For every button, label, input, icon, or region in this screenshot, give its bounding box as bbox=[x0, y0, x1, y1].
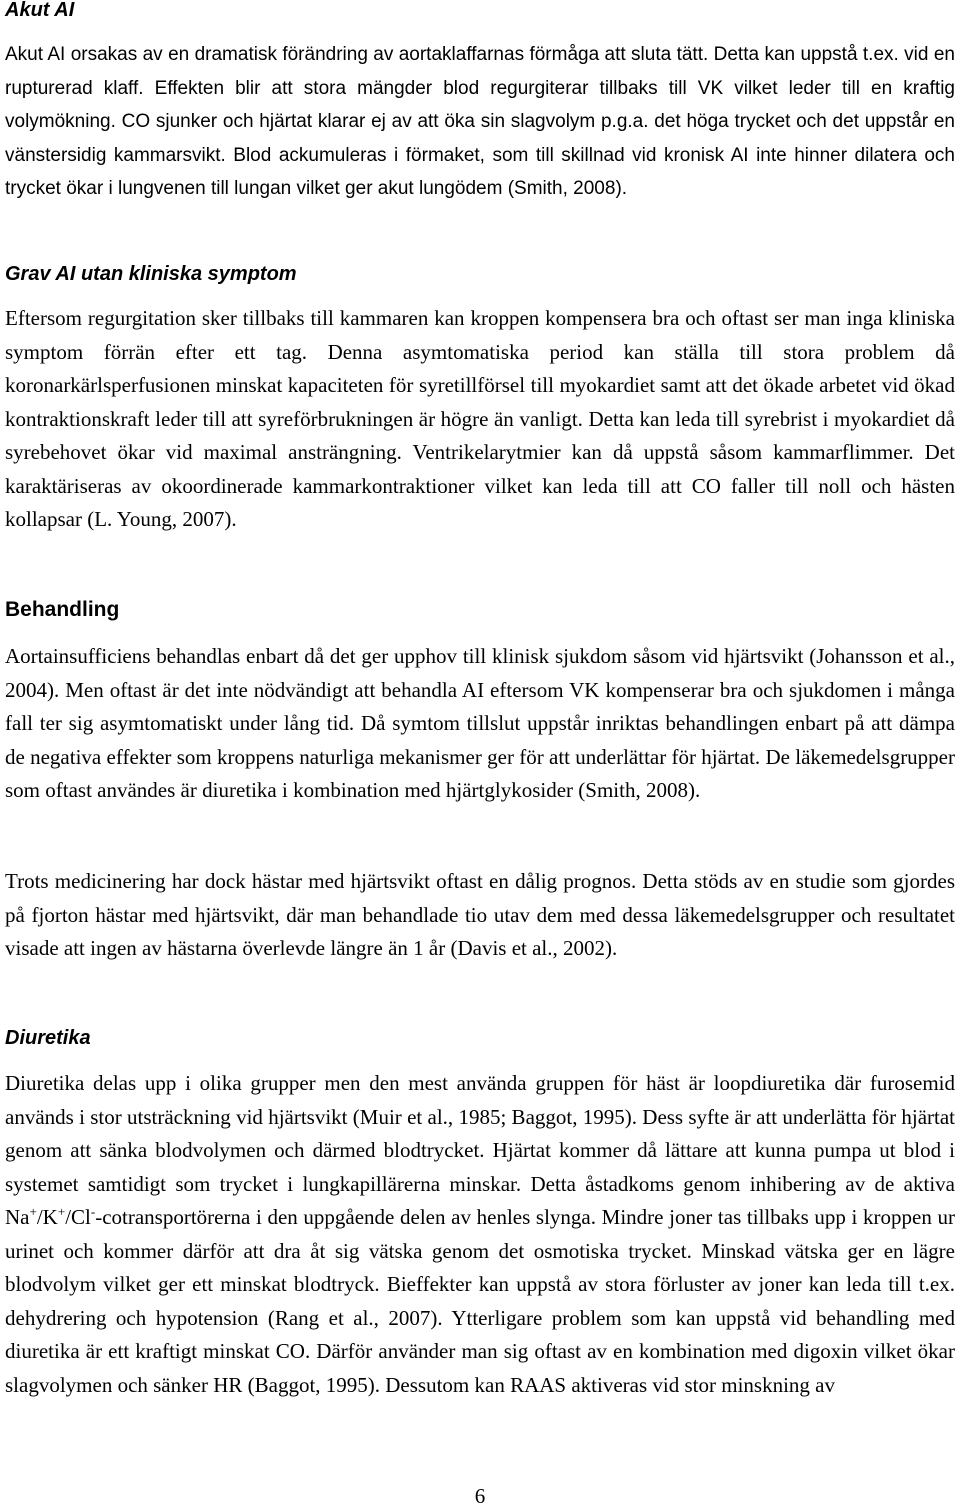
potassium-charge: + bbox=[57, 1204, 66, 1219]
paragraph-grav-ai: Eftersom regurgitation sker tillbaks till kammaren kan kroppen kompensera bra och oftast ser man inga kliniska symptom förrän efter ett tag. Denna asymtomatiska period kan ställa till stora problem då koronarkärlsperfusionen minskat kapaciteten för syretillförsel till myokardiet samt att det ökade arbetet vid ökad kontraktionskraft leder till att syreförbrukningen är högre än vanligt. Detta kan leda till syrebrist i myokardiet då syrebehovet ökar vid maximal ansträngning. Ventrikelarytmier kan då uppstå såsom kammarflimmer. Det karaktäriseras av okoordinerade kammarkontraktioner vilket kan leda till att CO faller till noll och hästen kollapsar (L. Young, 2007). bbox=[5, 306, 955, 531]
heading-behandling: Behandling bbox=[5, 598, 120, 621]
diuretika-text-part-b: -cotransportörerna i den uppgående delen av henles slynga. Mindre joner tas tillbaks upp i kroppen ur urinet och kommer därför att dra åt sig vätska genom det osmotiska trycket. Minskad vätska ger en lägre blodvolym vilket ger ett minskat blodtryck. Bieffekter kan uppstå av stora förluster av joner kan leda till t.ex. dehydrering och hypotension (Rang et al., 2007). Ytterligare problem som kan uppstå vid behandling med diuretika är ett kraftigt minskat CO. Därför använder man sig oftast av en kombination med digoxin vilket ökar slagvolymen och sänker HR (Baggot, 1995). Dessutom kan RAAS aktiveras vid stor minskning av bbox=[5, 1205, 955, 1397]
chloride-label: /Cl bbox=[65, 1205, 91, 1229]
heading-akut-ai: Akut AI bbox=[5, 0, 75, 21]
sodium-charge: + bbox=[29, 1204, 37, 1219]
heading-grav-ai: Grav AI utan kliniska symptom bbox=[5, 263, 297, 285]
paragraph-akut-ai: Akut AI orsakas av en dramatisk förändring av aortaklaffarnas förmåga att sluta tätt. Detta kan uppstå t.ex. vid en rupturerad klaff. Effekten blir att stora mängder blod regurgiterar tillbaks till VK vilket leder till en kraftig volymökning. CO sjunker och hjärtat klarar ej av att öka sin slagvolym p.g.a. det höga trycket och det uppstår en vänstersidig kammarsvikt. Blod ackumuleras i förmaket, som till skillnad vid kronisk AI inte hinner dilatera och trycket ökar i lungvenen till lungan vilket ger akut lungödem (Smith, 2008). bbox=[5, 44, 955, 199]
heading-diuretika: Diuretika bbox=[5, 1027, 91, 1049]
chloride-charge: - bbox=[90, 1204, 96, 1219]
paragraph-behandling-1: Aortainsufficiens behandlas enbart då det ger upphov till klinisk sjukdom såsom vid hjärtsvikt (Johansson et al., 2004). Men oftast är det inte nödvändigt att behandla AI eftersom VK kompenserar bra och sjukdomen i många fall ter sig asymtomatiskt under lång tid. Då symtom tillslut uppstår inriktas behandlingen enbart på att dämpa de negativa effekter som kroppens naturliga mekanismer ger för att underlättar för hjärtat. De läkemedelsgrupper som oftast användes är diuretika i kombination med hjärtglykosider (Smith, 2008). bbox=[5, 644, 955, 802]
paragraph-behandling-2: Trots medicinering har dock hästar med hjärtsvikt oftast en dålig prognos. Detta stöds av en studie som gjordes på fjorton hästar med hjärtsvikt, där man behandlade tio utav dem med dessa läkemedelsgrupper och resultatet visade att ingen av hästarna överlevde längre än 1 år (Davis et al., 2002). bbox=[5, 869, 955, 960]
page-number: 6 bbox=[474, 1484, 486, 1508]
paragraph-diuretika bbox=[5, 1067, 955, 1402]
diuretika-text-part-a: Diuretika delas upp i olika grupper men den mest använda gruppen för häst är loopdiuretika där furosemid används i stor utsträckning vid hjärtsvikt (Muir et al., 1985; Baggot, 1995). Dess syfte är att underlätta för hjärtat genom att sänka blodvolymen och därmed blodtrycket. Hjärtat kommer då lättare att kunna pumpa ut blod i systemet samtidigt som trycket i lungkapillärerna minskar. Detta åstadkoms genom inhibering av de aktiva Na bbox=[5, 1071, 955, 1229]
potassium-label: /K bbox=[36, 1205, 58, 1229]
